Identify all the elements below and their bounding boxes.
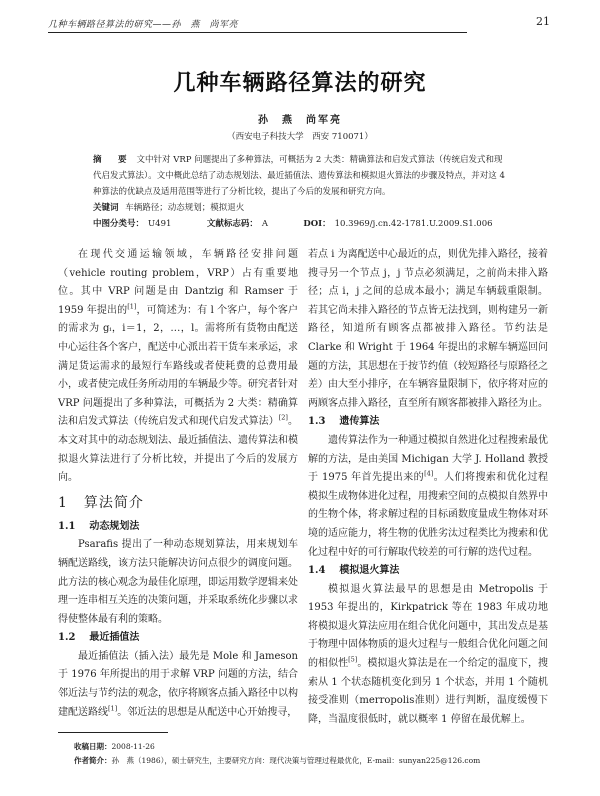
- subsection-title: 模拟退火算法: [339, 565, 400, 577]
- citation-4: [4]: [424, 469, 434, 478]
- subsection-title: 遗传算法: [339, 416, 380, 428]
- subsection-number: 1.1: [58, 520, 76, 532]
- author-affiliation: （西安电子科技大学 西安 710071）: [227, 132, 373, 142]
- paper-title: 几种车辆路径算法的研究: [173, 70, 427, 96]
- intro-paragraph: [58, 246, 298, 488]
- citation-5: [5]: [348, 655, 358, 664]
- author-bio-line: [74, 754, 554, 768]
- section-heading-1: [58, 492, 298, 514]
- abstract-text: 文中针对 VRP 问题提出了多种算法，可概括为 2 大类：精确算法和启发式算法（传统启发式和现代启发式算法）。文中概此总结了动态规划法、最近插值法、遗传算法和模拟退火算法的步骤及特点，并对这 4 种算法的优缺点及适用范围等进行了分析比较，提出了今后的发展和研究方向。: [93, 155, 505, 197]
- bio-text: 孙 燕（1986），硕士研究生，主要研究方向：现代决策与管理过程最优化，E-mail：sunyan225@126.com: [111, 756, 481, 765]
- clc-label: 中图分类号：: [93, 219, 145, 229]
- keywords-label: 关键词: [93, 203, 119, 213]
- page-number: 21: [536, 15, 550, 28]
- received-label: 收稿日期：: [74, 742, 112, 751]
- subsection-heading-1-3: [308, 413, 548, 432]
- subsection-number: 1.2: [58, 632, 76, 644]
- citation-1: [1]: [127, 302, 137, 311]
- footnote-rule: [58, 732, 168, 733]
- keywords-text: 车辆路径；动态规划；模拟退火: [125, 203, 245, 213]
- subsection-number: 1.3: [308, 416, 326, 428]
- doi-value: 10.3969/j.cn.42-1781.U.2009.S1.006: [334, 219, 493, 229]
- annealing-text-a: 模拟退火算法最早的思想是由 Metropolis 于 1953 年提出的，Kirkpatrick 等在 1983 年成功地将模拟退火算法应用在组合优化问题中，其出发点是基于物理中固体物质的退火过程与一般组合优化问题之间的相似性: [308, 583, 548, 670]
- intro-text-a: 在现代交通运输领域，车辆路径安排问题（vehicle routing problem，VRP）占有重要地位。其中 VRP 问题是由 Dantzig 和 Ramser 于 1959 年提出的: [58, 249, 298, 316]
- doi-label: DOI：: [303, 219, 331, 229]
- subsection-title: 最近插值法: [89, 632, 140, 644]
- header-rule: [48, 32, 467, 33]
- citation-2: [2]: [278, 414, 288, 423]
- doc-code-value: A: [261, 219, 268, 229]
- subsection-heading-1-4: [308, 562, 548, 581]
- annealing-text-b: 。模拟退火算法是在一个给定的温度下，搜索从 1 个状态随机变化到另 1 个状态，并用 1 个随机接受准则（merropolis准则）进行判断，温度缓慢下降，当温度很低时，就以概率 1 停留在最优解上。: [308, 658, 549, 725]
- clc-value: U491: [148, 219, 172, 229]
- bio-label: 作者简介：: [74, 756, 112, 765]
- subsection-heading-1-2: [58, 629, 298, 648]
- paragraph-genetic-algorithm: [308, 432, 548, 562]
- running-head: 几种车辆路径算法的研究——孙 燕 尚军亮: [48, 20, 239, 30]
- author-names: 孙 燕 尚军亮: [258, 115, 342, 126]
- classification-line: [93, 216, 508, 232]
- received-date: 2008-11-26: [111, 742, 155, 751]
- nearest-insertion-text-b: 。邻近法的思想是从配送中心开始搜寻，: [117, 706, 298, 718]
- subsection-heading-1-1: [58, 518, 298, 537]
- genetic-text-b: 。人们将搜索和优化过程模拟生成物体进化过程，用搜索空间的点模拟自然界中的生物个体，将求解过程的目标函数度量成生物体对环境的适应能力，将生物的优胜劣汰过程类比为搜索和优化过程中好的可行解取代较差的可行解的迭代过程。: [308, 472, 548, 558]
- intro-text-c: 。本文对其中的动态规划法、最近插值法、遗传算法和模拟退火算法进行了分析比较，并提出了今后的发展方向。: [58, 416, 299, 484]
- abstract-block: [93, 152, 508, 232]
- abstract-label: 摘 要: [93, 155, 131, 165]
- doc-code-label: 文献标志码：: [206, 219, 258, 229]
- paragraph-simulated-annealing: [308, 581, 548, 730]
- intro-text-b: ，可简述为：有 l 个客户，每个客户的需求为 gᵢ，i＝1，2，…，l。需将所有货物由配送中心运往各个客户，配送中心派出若干货车来承运，求满足货运需求的最短行车路线或者使耗费的总费用最小，或者使完成任务所动用的车辆最少等。研究者针对 VRP 问题提出了多种算法，可概括为 2 大类：精确算法和启发式算法（传统启发式和现代启发式算法）: [58, 304, 298, 428]
- citation-3: [1]: [108, 704, 118, 713]
- subsection-number: 1.4: [308, 565, 326, 577]
- paragraph-nearest-insertion: [58, 648, 298, 722]
- nearest-insertion-text-a: 最近插值法（插入法）最先是 Mole 和 Jameson 于 1976 年所提出的用于求解 VRP 问题的方法，结合邻近法与节约法的观念，依序将顾客点插入路径中以构建配送路线: [58, 650, 298, 718]
- footnotes: [74, 740, 554, 768]
- received-date-line: [74, 740, 554, 754]
- body-column-right: [308, 246, 548, 729]
- body-column-left: [58, 246, 298, 722]
- section-title: 算法简介: [83, 494, 144, 511]
- genetic-text-a: 遗传算法作为一种通过模拟自然进化过程搜索最优解的方法，是由美国 Michigan 大学 J. Holland 教授于 1975 年首先提出来的: [308, 434, 548, 484]
- subsection-title: 动态规划法: [89, 520, 140, 532]
- paragraph-dynamic-programming: Psarafis 提出了一种动态规划算法，用来规划车辆配送路线，该方法只能解决访问点很少的调度问题。此方法的核心观念为最佳化原理，即运用数学逻辑来处理一连串相互关连的决策问题，并采取系统化步骤以求得使整体最有利的策略。: [58, 539, 298, 625]
- keywords-line: [93, 200, 508, 216]
- section-number: 1: [58, 494, 68, 511]
- paragraph-continued: 若点 i 为离配送中心最近的点，则优先排入路径，接着搜寻另一个节点 j，j 节点必须满足，之前尚未排入路径；点 i，j 之间的总成本最小；满足车辆载重限制。若其它尚未排入路径的节点皆无法找到，则构建另一新路径，知道所有顾客点都被排入路径。节约法是 Clarke 和 Wright 于 1964 年提出的求解车辆巡回问题的方法，其思想在于按节约值（较短路径与原路径之差）由大至小排序，在车辆容量限制下，依序将对应的两顾客点排入路径，直至所有顾客都被排入路径为止。: [308, 249, 548, 409]
- abstract: [93, 152, 508, 200]
